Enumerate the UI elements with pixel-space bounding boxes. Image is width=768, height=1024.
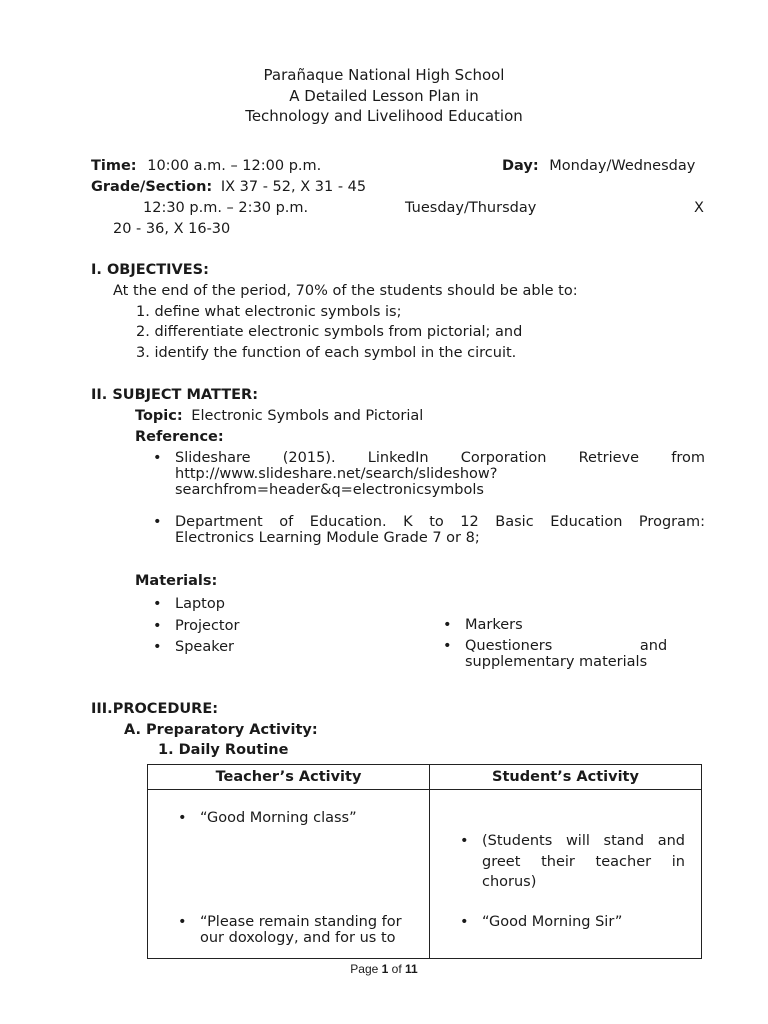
page-number: 1: [381, 962, 389, 976]
day2-value: Tuesday/Thursday: [405, 200, 537, 216]
student-activity-header: Student’s Activity: [430, 765, 702, 790]
topic-row: [135, 408, 423, 424]
grade-row: [91, 179, 366, 195]
daily-routine-heading: 1. Daily Routine: [158, 742, 289, 758]
sections2-value: 20 - 36, X 16-30: [113, 221, 231, 237]
reference-item: [175, 514, 705, 546]
student-line: • “Good Morning Sir”: [482, 914, 622, 930]
objectives-intro: At the end of the period, 70% of the students should be able to:: [113, 283, 578, 299]
page-word: Page: [350, 962, 379, 976]
school-name: Parañaque National High School: [263, 66, 505, 84]
topic-label: Topic:: [135, 408, 183, 424]
procedure-heading: III.PROCEDURE:: [91, 701, 219, 717]
page-total: 11: [405, 962, 418, 976]
of-word: of: [391, 962, 402, 976]
teacher-subline: our doxology, and for us to: [200, 930, 396, 946]
objective-item: 3. identify the function of each symbol in the circuit.: [136, 345, 517, 361]
grade-label: Grade/Section:: [91, 179, 213, 195]
time-value: 10:00 a.m. – 12:00 p.m.: [147, 158, 322, 174]
x-letter: X: [694, 200, 704, 216]
subject-title: Technology and Livelihood Education: [245, 107, 523, 125]
student-subline: • (Students will stand and: [482, 833, 685, 849]
preparatory-heading: A. Preparatory Activity:: [124, 722, 318, 738]
student-subline: chorus): [482, 874, 537, 890]
teacher-subline: • “Please remain standing for: [200, 914, 402, 930]
reference-line: • Slideshare (2015). LinkedIn Corporation Retrieve from: [175, 450, 705, 466]
routine-table: [147, 764, 702, 959]
day-value: Monday/Wednesday: [549, 158, 696, 174]
grade-value: IX 37 - 52, X 31 - 45: [220, 179, 367, 195]
teacher-activity-cell: [148, 790, 430, 959]
reference-label: Reference:: [135, 429, 224, 445]
material-line: • Questioners and: [465, 638, 668, 654]
materials-label: Materials:: [135, 573, 218, 589]
objective-item: 1. define what electronic symbols is;: [136, 304, 402, 320]
topic-value: Electronic Symbols and Pictorial: [191, 408, 424, 424]
reference-item: [175, 450, 705, 498]
day-label: Day:: [502, 158, 539, 174]
reference-line: searchfrom=header&q=electronicsymbols: [175, 482, 484, 498]
subject-heading: II. SUBJECT MATTER:: [91, 387, 259, 403]
material-item: • Speaker: [175, 639, 234, 655]
teacher-line: • “Good Morning class”: [200, 810, 357, 826]
student-activity-cell: [430, 790, 702, 959]
reference-line: http://www.slideshare.net/search/slideshow?: [175, 466, 498, 482]
material-item: • Laptop: [175, 596, 225, 612]
student-line: [482, 831, 685, 893]
table-row: [148, 790, 702, 959]
table-header-row: [148, 765, 702, 790]
time2-value: 12:30 p.m. – 2:30 p.m.: [143, 200, 309, 216]
material-item: • Projector: [175, 618, 239, 634]
teacher-activity-header: Teacher’s Activity: [148, 765, 430, 790]
page-footer: [0, 962, 768, 976]
student-subline: greet their teacher in: [482, 853, 685, 870]
objective-item: 2. differentiate electronic symbols from pictorial; and: [136, 324, 523, 340]
teacher-line: [200, 914, 415, 946]
objectives-heading: I. OBJECTIVES:: [91, 262, 209, 278]
material-item: [465, 638, 705, 670]
time-label: Time:: [91, 158, 137, 174]
time-row: [91, 158, 321, 174]
day-row: [502, 158, 695, 174]
material-line: supplementary materials: [465, 654, 648, 670]
reference-line: Electronics Learning Module Grade 7 or 8;: [175, 530, 480, 546]
reference-line: • Department of Education. K to 12 Basic Education Program:: [175, 514, 705, 530]
material-item: • Markers: [465, 617, 523, 633]
document-header: [0, 65, 768, 127]
lesson-plan-title: A Detailed Lesson Plan in: [289, 86, 479, 105]
